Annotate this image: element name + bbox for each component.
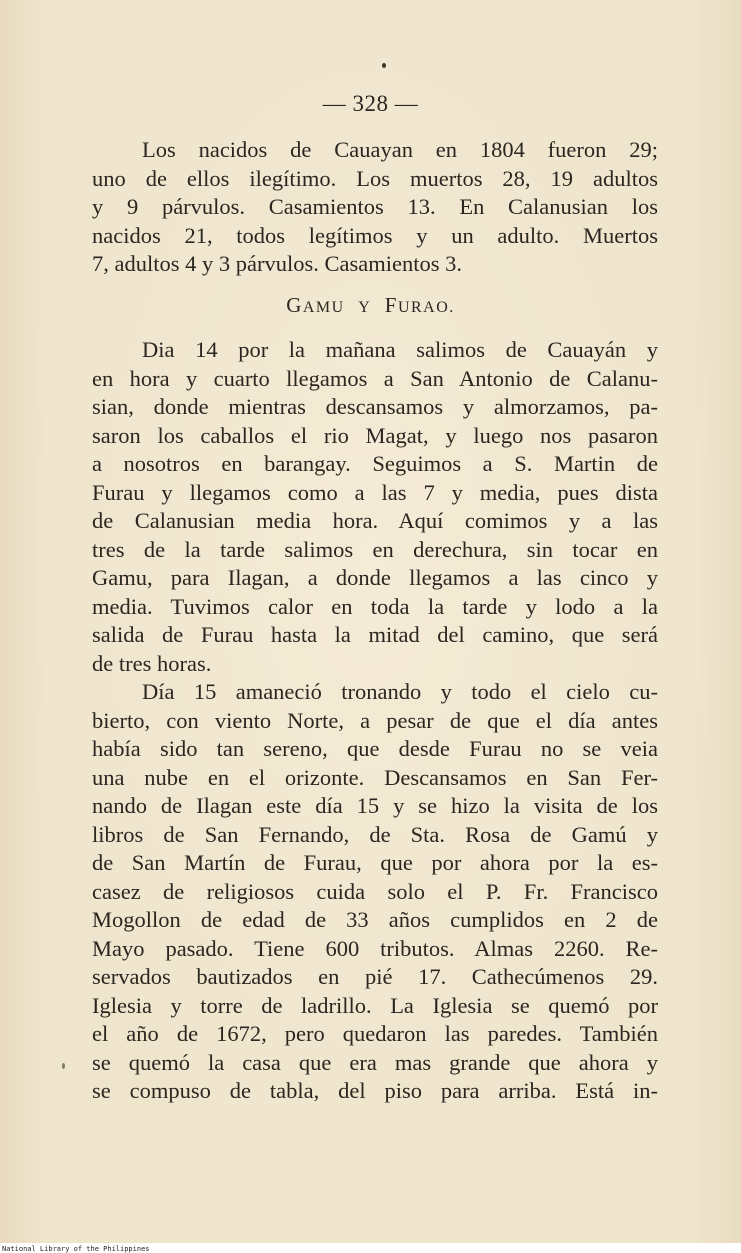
- paragraph-day-14: [92, 336, 658, 678]
- text-line: se compuso de tabla, del piso para arriba. Está in-: [92, 1078, 658, 1103]
- heading-smallcaps: AMU: [302, 299, 345, 316]
- text-line: de tres horas.: [92, 650, 212, 676]
- text-line: nando de Ilagan este día 15 y se hizo la visita de los: [92, 793, 658, 818]
- library-credit: National Library of the Philippines: [2, 1245, 150, 1253]
- text-line: a nosotros en barangay. Seguimos a S. Martin de: [92, 451, 658, 476]
- text-line: en hora y cuarto llegamos a San Antonio de Calanu-: [92, 365, 658, 391]
- text-line: Furau y llegamos como a las 7 y media, pues dista: [92, 479, 658, 505]
- text-line: bierto, con viento Norte, a pesar de que el día antes: [92, 707, 658, 733]
- section-heading: [0, 290, 741, 323]
- heading-smallcaps: Y: [358, 299, 372, 316]
- text-line: Los nacidos de Cauayan en 1804 fueron 29;: [142, 137, 658, 162]
- text-line: una nube en el orizonte. Descansamos en San Fer-: [92, 764, 658, 790]
- text-line: de San Martín de Furau, que por ahora por la es-: [92, 850, 658, 875]
- text-line: casez de religiosos cuida solo el P. Fr. Francisco: [92, 878, 658, 904]
- text-line: Mayo pasado. Tiene 600 tributos. Almas 2260. Re-: [92, 935, 658, 961]
- text-line: servados bautizados en pié 17. Cathecúmenos 29.: [92, 964, 658, 989]
- text-line: nacidos 21, todos legítimos y un adulto. Muertos: [92, 222, 658, 248]
- text-line: libros de San Fernando, de Sta. Rosa de Gamú y: [92, 821, 658, 847]
- text-line: Día 15 amaneció tronando y todo el cielo cu-: [142, 679, 658, 704]
- heading-smallcaps: URAO.: [397, 299, 455, 316]
- ink-speck: [382, 63, 386, 68]
- text-line: y 9 párvulos. Casamientos 13. En Calanusian los: [92, 194, 658, 219]
- text-line: el año de 1672, pero quedaron las paredes. También: [92, 1021, 658, 1046]
- text-line: Gamu, para Ilagan, a donde llegamos a las cinco y: [92, 565, 658, 590]
- text-line: 7, adultos 4 y 3 párvulos. Casamientos 3.: [92, 251, 462, 276]
- text-line: Mogollon de edad de 33 años cumplidos en 2 de: [92, 907, 658, 932]
- text-line: media. Tuvimos calor en toda la tarde y lodo a la: [92, 593, 658, 619]
- paragraph-cauayan-births: [92, 136, 658, 279]
- heading-initial: F: [384, 293, 398, 317]
- text-line: de Calanusian media hora. Aquí comimos y a las: [92, 508, 658, 533]
- ink-speck: [62, 1063, 65, 1069]
- text-line: Dia 14 por la mañana salimos de Cauayán y: [142, 337, 658, 362]
- text-line: se quemó la casa que era mas grande que ahora y: [92, 1049, 658, 1075]
- page-number: — 328 —: [322, 91, 419, 116]
- text-line: sian, donde mientras descansamos y almorzamos, pa-: [92, 394, 658, 419]
- text-line: salida de Furau hasta la mitad del camino, que será: [92, 622, 658, 647]
- text-line: tres de la tarde salimos en derechura, sin tocar en: [92, 536, 658, 562]
- text-line: saron los caballos el rio Magat, y luego nos pasaron: [92, 422, 658, 448]
- paragraph-day-15: [92, 678, 658, 1106]
- text-line: había sido tan sereno, que desde Furau no se veia: [92, 736, 658, 761]
- text-line: uno de ellos ilegítimo. Los muertos 28, 19 adultos: [92, 165, 658, 191]
- text-line: Iglesia y torre de ladrillo. La Iglesia se quemó por: [92, 992, 658, 1018]
- heading-initial: G: [286, 293, 303, 317]
